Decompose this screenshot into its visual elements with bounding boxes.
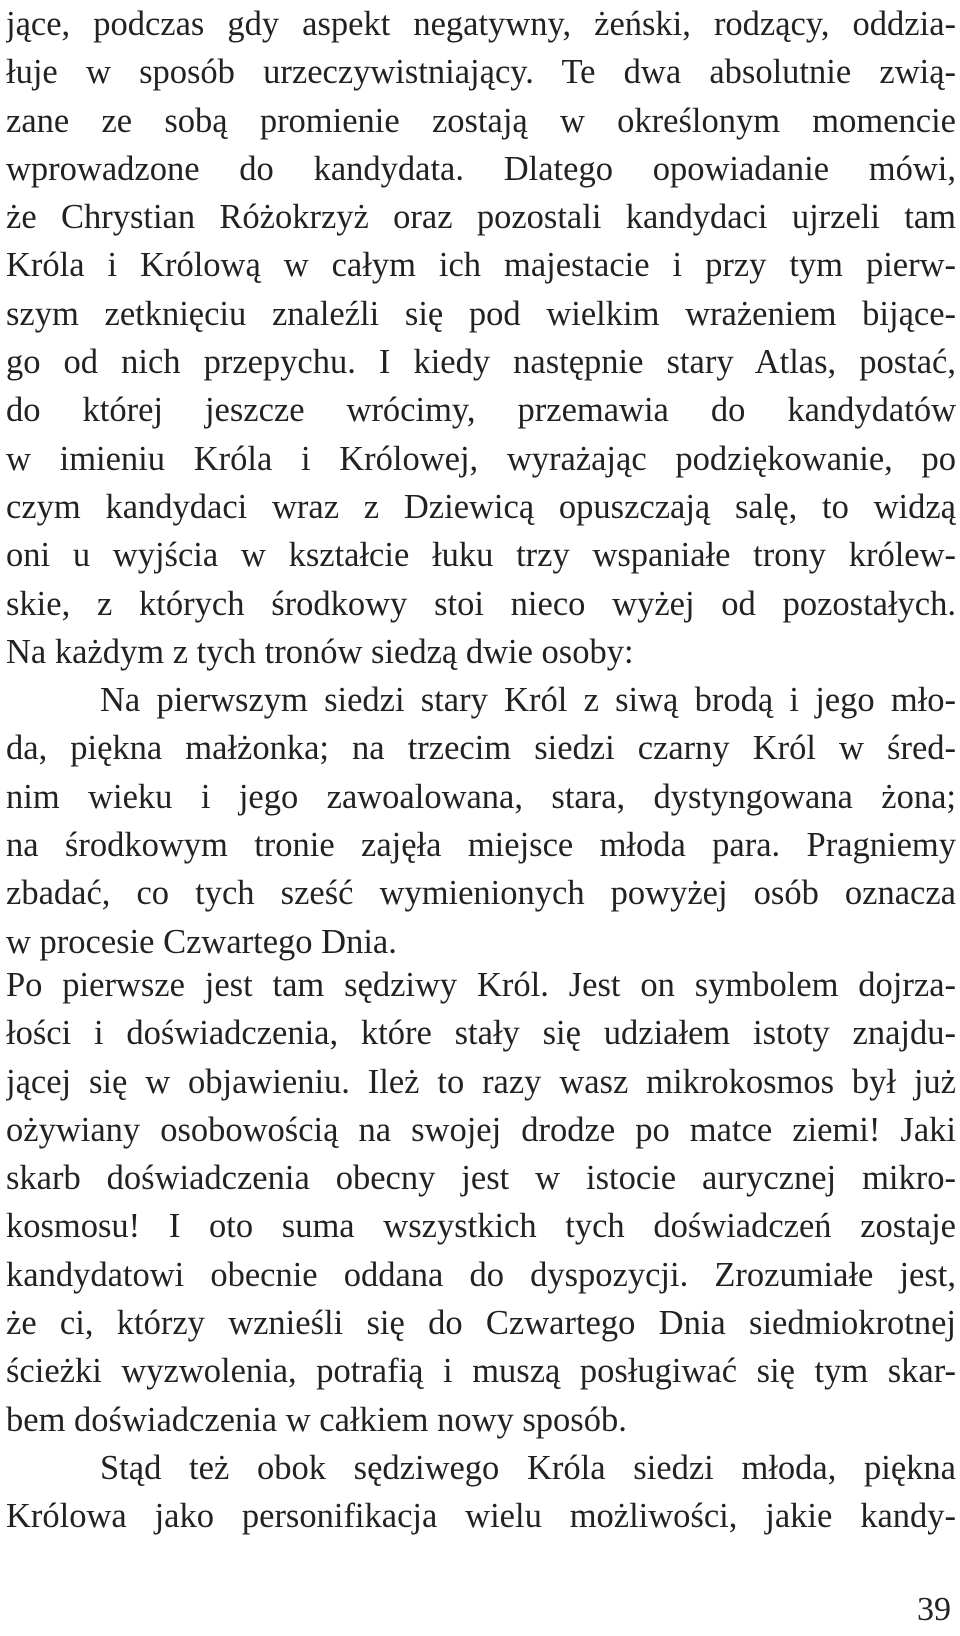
text-line: zbadać, co tych sześć wymienionych powyżej osób oznacza <box>6 874 956 913</box>
text-line: ścieżki wyzwolenia, potrafią i muszą posługiwać się tym skar- <box>6 1352 956 1391</box>
text-line: łości i doświadczenia, które stały się udziałem istoty znajdu- <box>6 1014 956 1053</box>
text-line: go od nich przepychu. I kiedy następnie stary Atlas, postać, <box>6 343 956 382</box>
text-line: kandydatowi obecnie oddana do dyspozycji. Zrozumiałe jest, <box>6 1255 956 1294</box>
paragraph-group-2 <box>6 961 956 1541</box>
page-number: 39 <box>917 1591 951 1628</box>
text-line: Stąd też obok sędziwego Króla siedzi młoda, piękna <box>100 1448 956 1487</box>
text-line: czym kandydaci wraz z Dziewicą opuszczają salę, to widzą <box>6 487 956 526</box>
text-line: wprowadzone do kandydata. Dlatego opowiadanie mówi, <box>6 149 956 188</box>
text-line: w procesie Czwartego Dnia. <box>6 922 397 961</box>
text-line: ożywiany osobowością na swojej drodze po matce ziemi! Jaki <box>6 1110 956 1149</box>
text-line: jącej się w objawieniu. Ileż to razy wasz mikrokosmos był już <box>6 1062 956 1101</box>
text-line: w imieniu Króla i Królowej, wyrażając podziękowanie, po <box>6 439 956 478</box>
text-line: Na każdym z tych tronów siedzą dwie osoby: <box>6 632 634 671</box>
text-line: szym zetknięciu znaleźli się pod wielkim wrażeniem bijące- <box>6 294 956 333</box>
text-line: że Chrystian Różokrzyż oraz pozostali kandydaci ujrzeli tam <box>6 198 956 237</box>
text-line: Na pierwszym siedzi stary Król z siwą brodą i jego mło- <box>100 681 956 720</box>
text-line: zane ze sobą promienie zostają w określonym momencie <box>6 101 956 140</box>
paragraph-group-1 <box>6 0 956 966</box>
text-line: Króla i Królową w całym ich majestacie i przy tym pierw- <box>6 246 956 285</box>
text-line: nim wieku i jego zawoalowana, stara, dystyngowana żona; <box>6 777 956 816</box>
text-line: skie, z których środkowy stoi nieco wyżej od pozostałych. <box>6 584 956 623</box>
text-line: da, piękna małżonka; na trzecim siedzi czarny Król w śred- <box>6 729 956 768</box>
text-line: że ci, którzy wznieśli się do Czwartego Dnia siedmiokrotnej <box>6 1304 956 1343</box>
text-line: Po pierwsze jest tam sędziwy Król. Jest on symbolem dojrza- <box>6 966 956 1004</box>
text-line: oni u wyjścia w kształcie łuku trzy wspaniałe trony królew- <box>6 536 956 575</box>
text-line: do której jeszcze wrócimy, przemawia do kandydatów <box>6 391 956 430</box>
text-line: łuje w sposób urzeczywistniający. Te dwa absolutnie zwią- <box>6 53 956 92</box>
text-line: na środkowym tronie zajęła miejsce młoda para. Pragniemy <box>6 826 956 865</box>
text-line: skarb doświadczenia obecny jest w istocie aurycznej mikro- <box>6 1159 956 1198</box>
text-line: bem doświadczenia w całkiem nowy sposób. <box>6 1400 627 1439</box>
text-line: Królowa jako personifikacja wielu możliwości, jakie kandy- <box>6 1497 956 1536</box>
text-line: jące, podczas gdy aspekt negatywny, żeński, rodzący, oddzia- <box>6 5 956 43</box>
text-line: kosmosu! I oto suma wszystkich tych doświadczeń zostaje <box>6 1207 956 1246</box>
